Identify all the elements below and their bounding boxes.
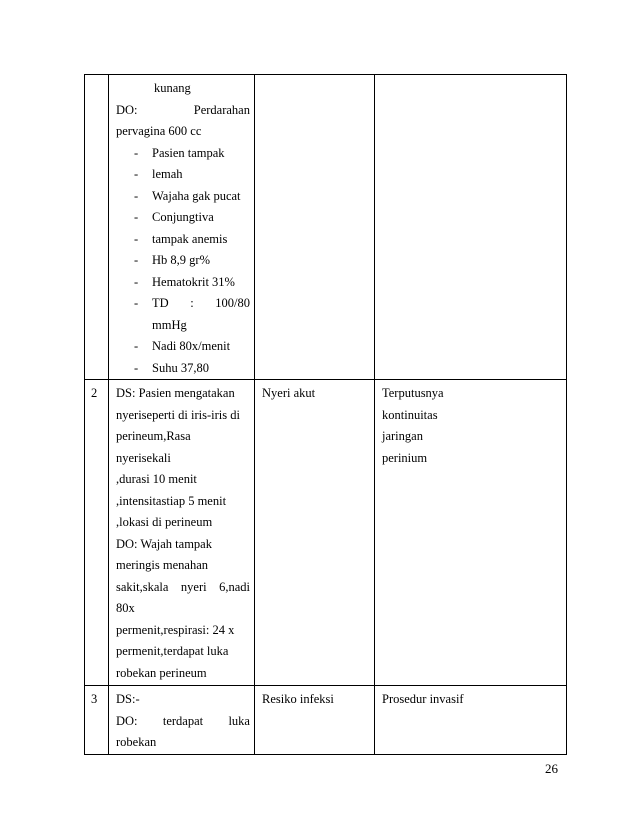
text-line: [116, 711, 250, 733]
bullet-item: [116, 207, 250, 229]
text-line: [116, 577, 250, 599]
bullet-text: Pasien tampak: [152, 145, 225, 160]
row2-diagnosis: Nyeri akut: [262, 386, 316, 400]
bullet-item: [116, 186, 250, 208]
text-line: DO: Wajah tampak: [116, 536, 212, 551]
text-part: luka: [228, 713, 250, 728]
text-part: 6,nadi: [219, 579, 250, 594]
row3-number: 3: [91, 692, 98, 706]
text-line: robekan perineum: [116, 665, 207, 680]
text-line: perinium: [382, 450, 428, 465]
text-line: DS:-: [116, 692, 140, 706]
text-line: jaringan: [382, 429, 423, 443]
row2-number-cell: [85, 380, 109, 686]
text-line: [116, 100, 250, 122]
bullet-dash: -: [134, 210, 139, 224]
row2-number: 2: [91, 386, 98, 400]
diagnosis-table: [84, 74, 567, 755]
text-line: robekan: [116, 735, 157, 749]
text-line: Prosedur invasif: [382, 692, 464, 706]
bullet-dash: -: [134, 188, 139, 203]
row1-etiology-cell: [375, 75, 567, 380]
bullet-text: tampak anemis: [152, 231, 228, 246]
text-part: sakit,skala: [116, 579, 169, 594]
bullet-text: lemah: [152, 167, 183, 181]
bullet-text: Nadi 80x/menit: [152, 339, 231, 353]
text-line: pervagina 600 cc: [116, 124, 202, 138]
text-line: 80x: [116, 601, 135, 615]
bullet-item: [116, 336, 250, 358]
row3-number-cell: [85, 686, 109, 755]
text-line: Terputusnya: [382, 386, 444, 400]
text-line: ,intensitastiap 5 menit: [116, 493, 227, 508]
bullet-item: [116, 358, 250, 380]
bullet-text: Hb 8,9 gr%: [152, 253, 210, 267]
bullet-item: [116, 164, 250, 186]
page-number: 26: [545, 761, 558, 776]
row1-number-cell: [85, 75, 109, 380]
text-line: kunang: [154, 81, 191, 95]
text-part: nyeri: [180, 579, 207, 594]
bullet-dash: -: [134, 145, 139, 160]
bullet-text: Hematokrit 31%: [152, 274, 235, 289]
bullet-item: [116, 272, 250, 294]
text-line: mmHg: [152, 317, 187, 332]
text-part: DO:: [116, 102, 138, 117]
bullet-text: [152, 293, 250, 315]
table-row: [85, 686, 567, 755]
table-row: [85, 75, 567, 380]
table-row: [85, 380, 567, 686]
bullet-dash: -: [134, 167, 139, 181]
row2-data-lines: [109, 380, 254, 684]
bullet-dash: -: [134, 360, 139, 375]
text-line: permenit,terdapat luka: [116, 644, 229, 658]
text-part: :: [190, 296, 194, 310]
text-part: TD: [152, 296, 169, 310]
text-line: permenit,respirasi: 24 x: [116, 622, 235, 637]
bullet-dash: -: [134, 253, 139, 267]
bullet-dash: -: [134, 296, 139, 310]
bullet-text: Suhu 37,80: [152, 360, 209, 375]
bullet-item: [116, 250, 250, 272]
bullet-item: [116, 143, 250, 165]
text-line: DS: Pasien mengatakan: [116, 386, 235, 400]
bullet-dash: -: [134, 274, 139, 289]
text-line: perineum,Rasa: [116, 429, 191, 443]
row2-etiology-cell: [375, 380, 567, 686]
row3-diagnosis: Resiko infeksi: [262, 692, 334, 706]
bullet-dash: -: [134, 231, 139, 246]
row2-etiology-lines: [375, 380, 566, 469]
row2-data-cell: [109, 380, 255, 686]
text-part: Perdarahan: [193, 102, 250, 117]
row3-diagnosis-cell: [255, 686, 375, 755]
text-line: kontinuitas: [382, 407, 438, 422]
bullet-text: Wajaha gak pucat: [152, 188, 241, 203]
row1-diagnosis-cell: [255, 75, 375, 380]
text-part: terdapat: [162, 713, 204, 728]
text-part: 100/80: [215, 296, 250, 310]
row3-data-cell: [109, 686, 255, 755]
text-line: nyeriseperti di iris-iris di: [116, 407, 240, 422]
text-part: DO:: [116, 713, 138, 728]
row3-etiology-lines: [375, 686, 566, 711]
row1-data-cell: [109, 75, 255, 380]
row2-diagnosis-cell: [255, 380, 375, 686]
text-line: ,durasi 10 menit: [116, 472, 197, 486]
bullet-item: [116, 293, 250, 315]
bullet-text: Conjungtiva: [152, 210, 214, 224]
bullet-item: [116, 229, 250, 251]
row3-etiology-cell: [375, 686, 567, 755]
row3-data-lines: [109, 686, 254, 754]
text-line: nyerisekali: [116, 450, 171, 465]
row1-data-lines: [109, 75, 254, 379]
text-line: meringis menahan: [116, 558, 208, 572]
bullet-dash: -: [134, 339, 139, 353]
text-line: ,lokasi di perineum: [116, 515, 213, 529]
